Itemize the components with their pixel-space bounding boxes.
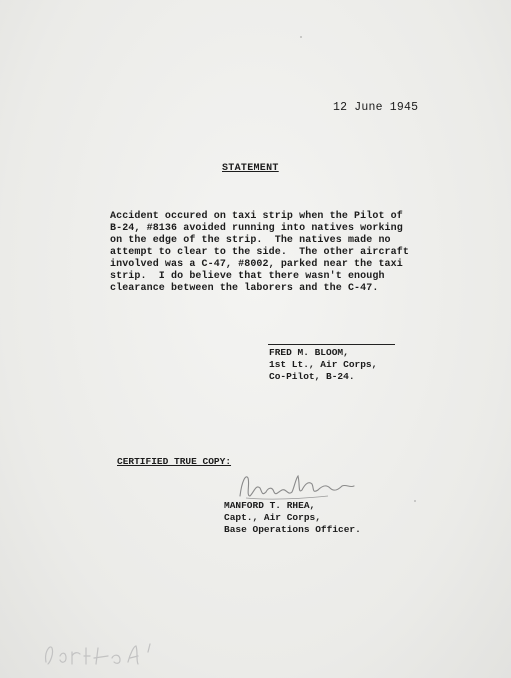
certified-copy-label: CERTIFIED TRUE COPY: <box>117 456 232 467</box>
body-line: on the edge of the strip. The natives made no <box>110 235 391 246</box>
signer-role: Co-Pilot, B-24. <box>269 371 355 382</box>
paper-speck <box>414 500 416 502</box>
signature-rule <box>268 344 395 345</box>
officer-rank: Capt., Air Corps, <box>224 512 321 523</box>
body-line: clearance between the laborers and the C-47. <box>110 283 379 294</box>
document-date: 12 June 1945 <box>333 101 419 114</box>
body-line: B-24, #8136 avoided running into natives working <box>110 223 403 234</box>
body-line: involved was a C-47, #8002, parked near the taxi <box>110 259 403 270</box>
officer-role: Base Operations Officer. <box>224 524 361 535</box>
paper-speck <box>300 36 302 38</box>
signer-name: FRED M. BLOOM, <box>269 347 349 358</box>
signer-rank: 1st Lt., Air Corps, <box>269 359 378 370</box>
pencil-notation <box>38 634 188 672</box>
body-line: strip. I do believe that there wasn't enough <box>110 271 385 282</box>
body-line: attempt to clear to the side. The other aircraft <box>110 247 409 258</box>
document-title: STATEMENT <box>222 163 279 174</box>
body-line: Accident occured on taxi strip when the Pilot of <box>110 211 403 222</box>
officer-name: MANFORD T. RHEA, <box>224 500 316 511</box>
